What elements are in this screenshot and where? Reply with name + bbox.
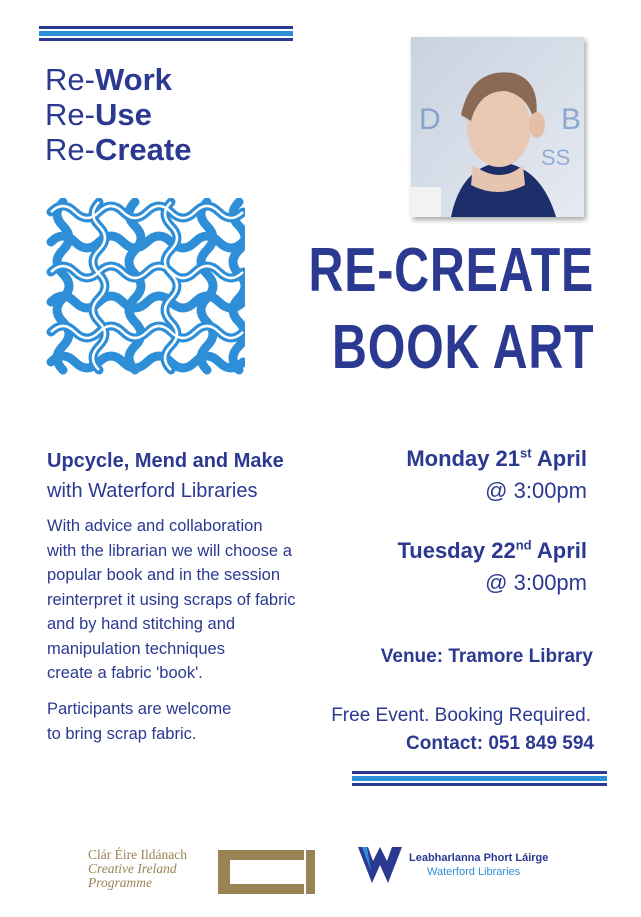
date-day: Tuesday 22nd April (397, 537, 587, 563)
tagline-word: Work (94, 62, 172, 97)
creative-ireland-text (88, 848, 187, 890)
library-name-english: Waterford Libraries (427, 866, 521, 878)
participants-note (47, 697, 337, 746)
event-title-line-1: RE-CREATE (308, 236, 594, 305)
svg-text:SS: SS (541, 145, 571, 170)
date-monday (406, 443, 587, 507)
waterford-libraries-logo-icon (356, 843, 404, 887)
tagline-prefix: Re- (45, 62, 95, 97)
subhead (47, 446, 284, 506)
tagline-line-1 (45, 62, 191, 97)
top-left-rule (39, 26, 293, 42)
date-time: @ 3:00pm (485, 478, 587, 503)
description-line: with the librarian we will choose a (47, 541, 292, 560)
date-time: @ 3:00pm (485, 570, 587, 595)
description-line: With advice and collaboration (47, 517, 263, 535)
tagline-line-2 (45, 97, 191, 132)
creative-ireland-line-3: Programme (88, 875, 152, 890)
library-name-irish: Leabharlanna Phort Láirge (409, 852, 549, 864)
svg-text:B: B (561, 103, 582, 136)
creative-ireland-line-1: Clár Éire Ildánach (88, 847, 187, 862)
tagline (45, 62, 191, 167)
description-line: popular book and in the session (47, 566, 280, 584)
contact-phone[interactable]: Contact: 051 849 594 (406, 733, 594, 754)
date-day: Monday 21st April (406, 445, 587, 471)
date-suffix: nd (515, 537, 532, 553)
subhead-line-1: Upcycle, Mend and Make (47, 450, 284, 472)
tagline-prefix: Re- (45, 132, 95, 167)
svg-text:D: D (419, 103, 441, 136)
tagline-word: Use (94, 97, 152, 132)
booking-note: Free Event. Booking Required. (331, 705, 591, 726)
participants-line: to bring scrap fabric. (47, 724, 197, 743)
tagline-line-3 (45, 132, 191, 167)
presenter-photo (411, 37, 584, 217)
waterford-libraries-text (409, 851, 548, 879)
event-title-line-2: BOOK ART (331, 313, 594, 382)
description-line: and by hand stitching and (47, 615, 236, 633)
description-line: manipulation techniques (47, 639, 225, 658)
bottom-right-rule (352, 771, 607, 787)
description-line: reinterpret it using scraps of fabric (47, 590, 296, 609)
description-line: create a fabric 'book'. (47, 664, 203, 682)
woven-lines-icon (45, 198, 245, 376)
tagline-prefix: Re- (45, 97, 95, 132)
venue: Venue: Tramore Library (380, 646, 593, 667)
creative-ireland-line-2: Creative Ireland (88, 861, 177, 876)
date-tuesday (397, 535, 587, 599)
event-description (47, 514, 337, 686)
subhead-line-2: with Waterford Libraries (47, 480, 258, 502)
date-suffix: st (520, 445, 532, 461)
ci-logo-icon (214, 846, 318, 898)
tagline-word: Create (94, 132, 192, 167)
participants-line: Participants are welcome (47, 700, 232, 718)
